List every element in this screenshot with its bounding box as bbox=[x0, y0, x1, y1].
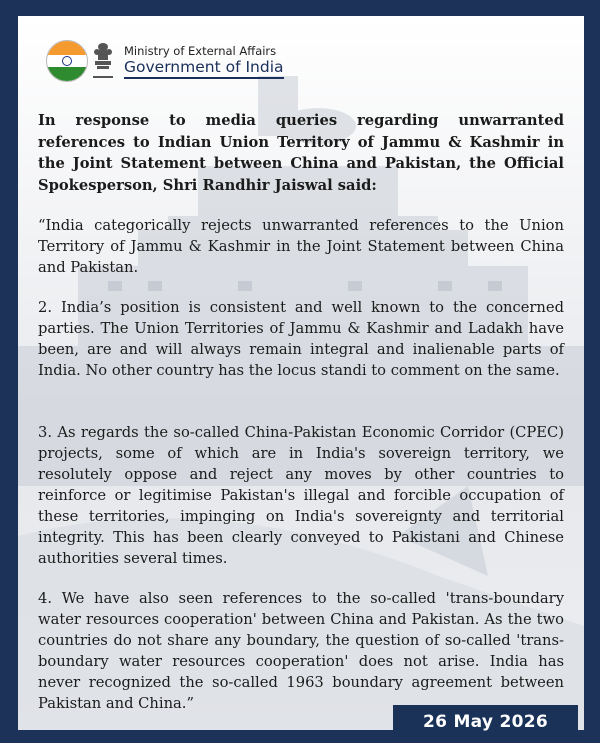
statement-paragraph-4 bbox=[38, 588, 564, 714]
ministry-name: Ministry of External Affairs bbox=[124, 44, 277, 58]
paragraph-text: “India categorically rejects unwarranted references to the Union Territory of Jammu & Kashmir in the Joint Statement between China and Pakistan. bbox=[38, 217, 564, 276]
statement-paragraph-1 bbox=[38, 215, 564, 278]
statement-intro bbox=[38, 110, 564, 196]
indian-flag-icon bbox=[46, 40, 88, 82]
paragraph-text: 4. We have also seen references to the so-called 'trans-boundary water resources cooperation' between China and Pakistan. As the two countries do not share any boundary, the question of so-called 'trans-boundary water resources cooperation' does not arise. India has never recognized the so-called 1963 boundary agreement between Pakistan and China.” bbox=[38, 590, 564, 712]
intro-text: In response to media queries regarding unwarranted references to Indian Union Territory of Jammu & Kashmir in the Joint Statement between China and Pakistan, the Official Spokesperson, Shri Randhir Jaiswal said: bbox=[38, 112, 564, 194]
statement-paragraph-2 bbox=[38, 297, 564, 381]
paragraph-text: 2. India’s position is consistent and well known to the concerned parties. The Union Territories of Jammu & Kashmir and Ladakh have been, are and will always remain integral and inalienable parts of India. No other country has the locus standi to comment on the same. bbox=[38, 299, 564, 379]
national-emblem-icon bbox=[90, 40, 116, 84]
statement-paragraph-3 bbox=[38, 422, 564, 569]
date-badge: 26 May 2026 bbox=[393, 705, 578, 738]
paragraph-text: 3. As regards the so-called China-Pakistan Economic Corridor (CPEC) projects, some of which are in India's sovereign territory, we resolutely oppose and reject any moves by other countries to reinforce or legitimise Pakistan's illegal and forcible occupation of these territories, impinging on India's sovereignty and territorial integrity. This has been clearly conveyed to Pakistani and Chinese authorities several times. bbox=[38, 424, 564, 567]
statement-card bbox=[18, 16, 584, 730]
government-name: Government of India bbox=[124, 58, 284, 79]
